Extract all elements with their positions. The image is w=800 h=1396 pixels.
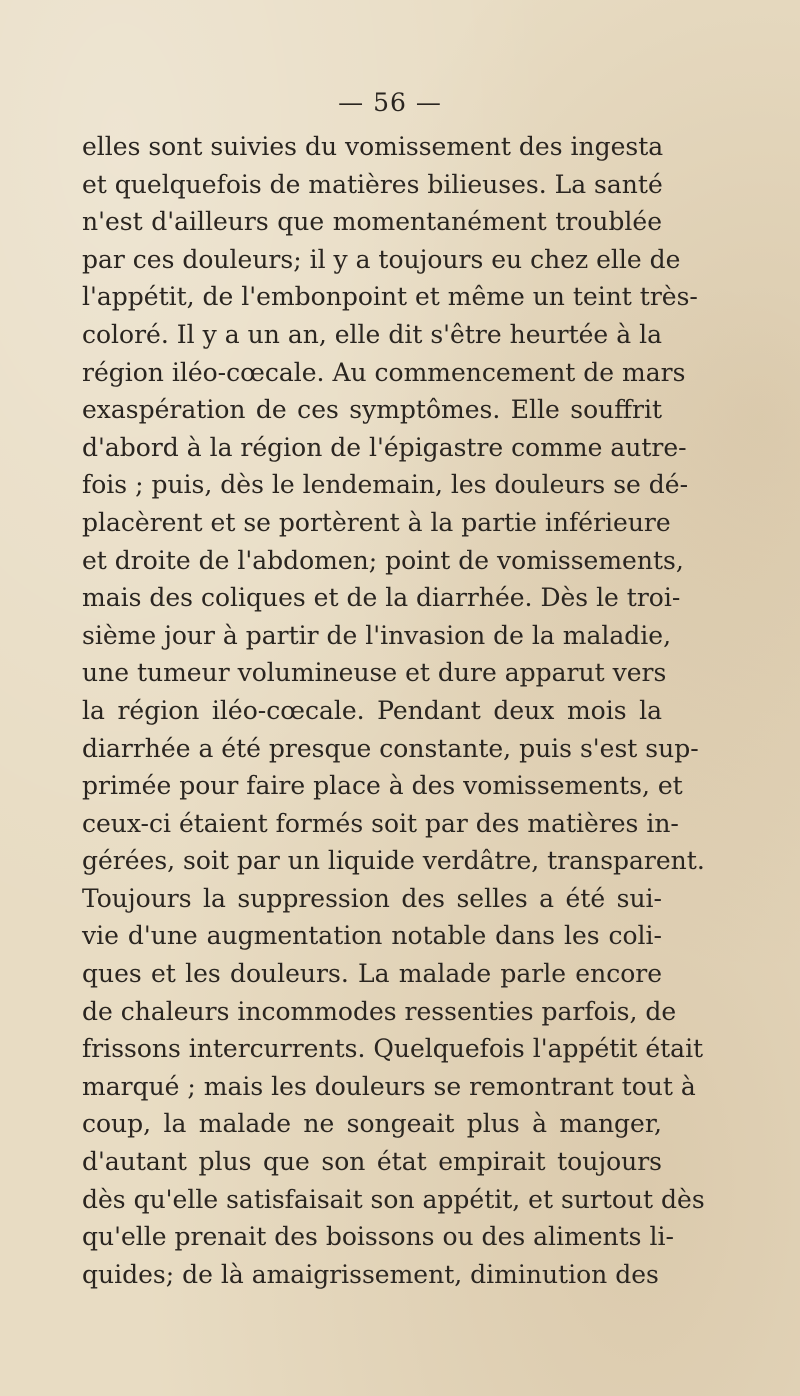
- text-line: ques et les douleurs. La malade parle encore: [82, 959, 662, 989]
- text-line: d'abord à la région de l'épigastre comme autre-: [82, 432, 687, 462]
- text-line: sième jour à partir de l'invasion de la maladie,: [82, 620, 672, 650]
- text-line: vie d'une augmentation notable dans les coli-: [82, 921, 662, 951]
- text-line: une tumeur volumineuse et dure apparut vers: [82, 658, 667, 688]
- text-line: Toujours la suppression des selles a été sui-: [82, 883, 662, 913]
- text-line: quides; de là amaigrissement, diminution des: [82, 1259, 659, 1289]
- page-number: — 56 —: [338, 88, 442, 117]
- text-line: ceux-ci étaient formés soit par des matières in-: [82, 808, 679, 838]
- text-line: fois ; puis, dès le lendemain, les douleurs se dé-: [82, 470, 689, 500]
- body-text: [82, 128, 705, 1293]
- text-line: diarrhée a été presque constante, puis s'est sup-: [82, 733, 699, 763]
- text-line: l'appétit, de l'embonpoint et même un teint très-: [82, 282, 698, 312]
- text-line: de chaleurs incommodes ressenties parfois, de: [82, 996, 677, 1026]
- text-line: mais des coliques et de la diarrhée. Dès le troi-: [82, 583, 681, 613]
- text-line: gérées, soit par un liquide verdâtre, transparent.: [82, 846, 705, 876]
- text-line: et droite de l'abdomen; point de vomissements,: [82, 545, 684, 575]
- text-line: qu'elle prenait des boissons ou des aliments li-: [82, 1222, 674, 1252]
- text-line: marqué ; mais les douleurs se remontrant tout à: [82, 1071, 696, 1101]
- text-line: par ces douleurs; il y a toujours eu chez elle de: [82, 244, 681, 274]
- text-line: dès qu'elle satisfaisait son appétit, et surtout dès: [82, 1184, 705, 1214]
- text-line: la région iléo-cœcale. Pendant deux mois la: [82, 695, 662, 725]
- text-line: coup, la malade ne songeait plus à manger,: [82, 1109, 662, 1139]
- text-line: frissons intercurrents. Quelquefois l'appétit était: [82, 1034, 704, 1064]
- text-line: exaspération de ces symptômes. Elle souffrit: [82, 395, 662, 425]
- text-line: n'est d'ailleurs que momentanément troublée: [82, 207, 662, 237]
- text-line: d'autant plus que son état empirait toujours: [82, 1147, 662, 1177]
- text-line: et quelquefois de matières bilieuses. La santé: [82, 169, 663, 199]
- text-line: coloré. Il y a un an, elle dit s'être heurtée à la: [82, 319, 662, 349]
- text-line: région iléo-cœcale. Au commencement de mars: [82, 357, 686, 387]
- text-line: placèrent et se portèrent à la partie inférieure: [82, 507, 671, 537]
- text-line: primée pour faire place à des vomissements, et: [82, 771, 683, 801]
- text-line: elles sont suivies du vomissement des ingesta: [82, 132, 664, 161]
